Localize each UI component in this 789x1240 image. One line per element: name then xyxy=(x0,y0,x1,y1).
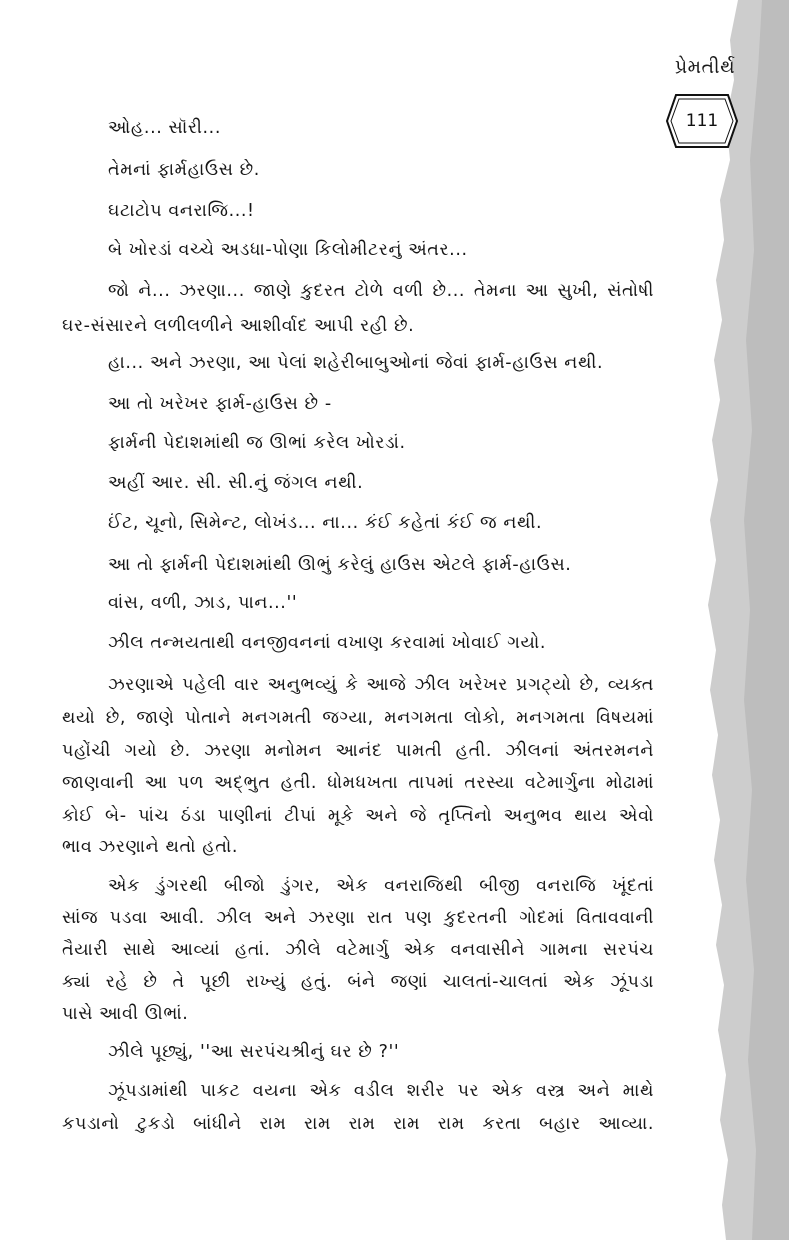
text-line: તૈયારી સાથે આવ્યાં હતાં. ઝીલે વટેમાર્ગુ એક વનવાસીને ગામના સરપંચ xyxy=(62,940,654,960)
text-line: વાંસ, વળી, ઝાડ, પાન...'' xyxy=(108,593,298,613)
text-line: ઝરણાએ પહેલી વાર અનુભવ્યું કે આજે ઝીલ ખરેખર પ્રગટ્યો છે, વ્યક્ત xyxy=(108,675,654,695)
text-line: આ તો ખરેખર ફાર્મ-હાઉસ છે - xyxy=(108,394,332,414)
text-line: હા... અને ઝરણા, આ પેલાં શહેરીબાબુઓનાં જેવાં ફાર્મ-હાઉસ નથી. xyxy=(108,353,604,373)
text-line: ઝીલ તન્મયતાથી વનજીવનનાં વખાણ કરવામાં ખોવાઈ ગયો. xyxy=(108,633,547,653)
text-line: ઓહ... સૉરી... xyxy=(108,118,221,138)
text-line: પાસે આવી ઊભાં. xyxy=(62,1004,189,1024)
text-line: આ તો ફાર્મની પેદાશમાંથી ઊભું કરેલું હાઉસ એટલે ફાર્મ-હાઉસ. xyxy=(108,555,572,575)
text-line: અહીં આર. સી. સી.નું જંગલ નથી. xyxy=(108,473,364,493)
text-line: જાણવાની આ પળ અદ્ભુત હતી. ધોમધખતા તાપમાં તરસ્યા વટેમાર્ગુના મોઢામાં xyxy=(62,773,654,793)
text-line: પહોંચી ગયો છે. ઝરણા મનોમન આનંદ પામતી હતી. ઝીલનાં અંતરમનને xyxy=(62,741,654,761)
page-number-badge xyxy=(664,92,740,150)
text-line: ઘટાટોપ વનરાજિ...! xyxy=(108,201,255,221)
text-line: કોઈ બે- પાંચ ઠંડા પાણીનાં ટીપાં મૂકે અને જે તૃપ્તિનો અનુભવ થાય એવો xyxy=(62,806,654,826)
text-line: ઈંટ, ચૂનો, સિમેન્ટ, લોખંડ... ના... કંઈ કહેતાં કંઈ જ નથી. xyxy=(108,513,543,533)
text-line: ફાર્મની પેદાશમાંથી જ ઊભાં કરેલ ખોરડાં. xyxy=(108,433,406,453)
text-line: થયો છે, જાણે પોતાને મનગમતી જગ્યા, મનગમતા લોકો, મનગમતા વિષયમાં xyxy=(62,708,654,728)
text-line: સાંજ પડવા આવી. ઝીલ અને ઝરણા રાત પણ કુદરતની ગોદમાં વિતાવવાની xyxy=(62,908,654,928)
text-line: એક ડુંગરથી બીજો ડુંગર, એક વનરાજિથી બીજી વનરાજિ ખૂંદતાં xyxy=(108,876,654,896)
text-line: ઘર-સંસારને લળીલળીને આશીર્વાદ આપી રહી છે. xyxy=(62,316,415,336)
text-line: ક્યાં રહે છે તે પૂછી રાખ્યું હતું. બંને જણાં ચાલતાં-ચાલતાં એક ઝૂંપડા xyxy=(62,972,654,992)
page-number: 111 xyxy=(685,111,719,131)
running-header: પ્રેમતીર્થ xyxy=(674,56,736,78)
text-line: કપડાનો ટુકડો બાંધીને રામ રામ રામ રામ રામ કરતા બહાર આવ્યા. xyxy=(62,1114,654,1134)
text-line: ભાવ ઝરણાને થતો હતો. xyxy=(62,837,238,857)
text-line: તેમનાં ફાર્મહાઉસ છે. xyxy=(108,160,260,180)
text-line: ઝૂંપડામાંથી પાકટ વયના એક વડીલ શરીર પર એક વસ્ત્ર અને માથે xyxy=(108,1081,654,1101)
text-line: ઝીલે પૂછ્યું, ''આ સરપંચશ્રીનું ઘર છે ?'' xyxy=(108,1042,400,1062)
text-line: બે ખોરડાં વચ્ચે અડધા-પોણા કિલોમીટરનું અંતર... xyxy=(108,240,468,260)
text-line: જો ને... ઝરણા... જાણે કુદરત ટોળે વળી છે... તેમના આ સુખી, સંતોષી xyxy=(108,281,654,301)
